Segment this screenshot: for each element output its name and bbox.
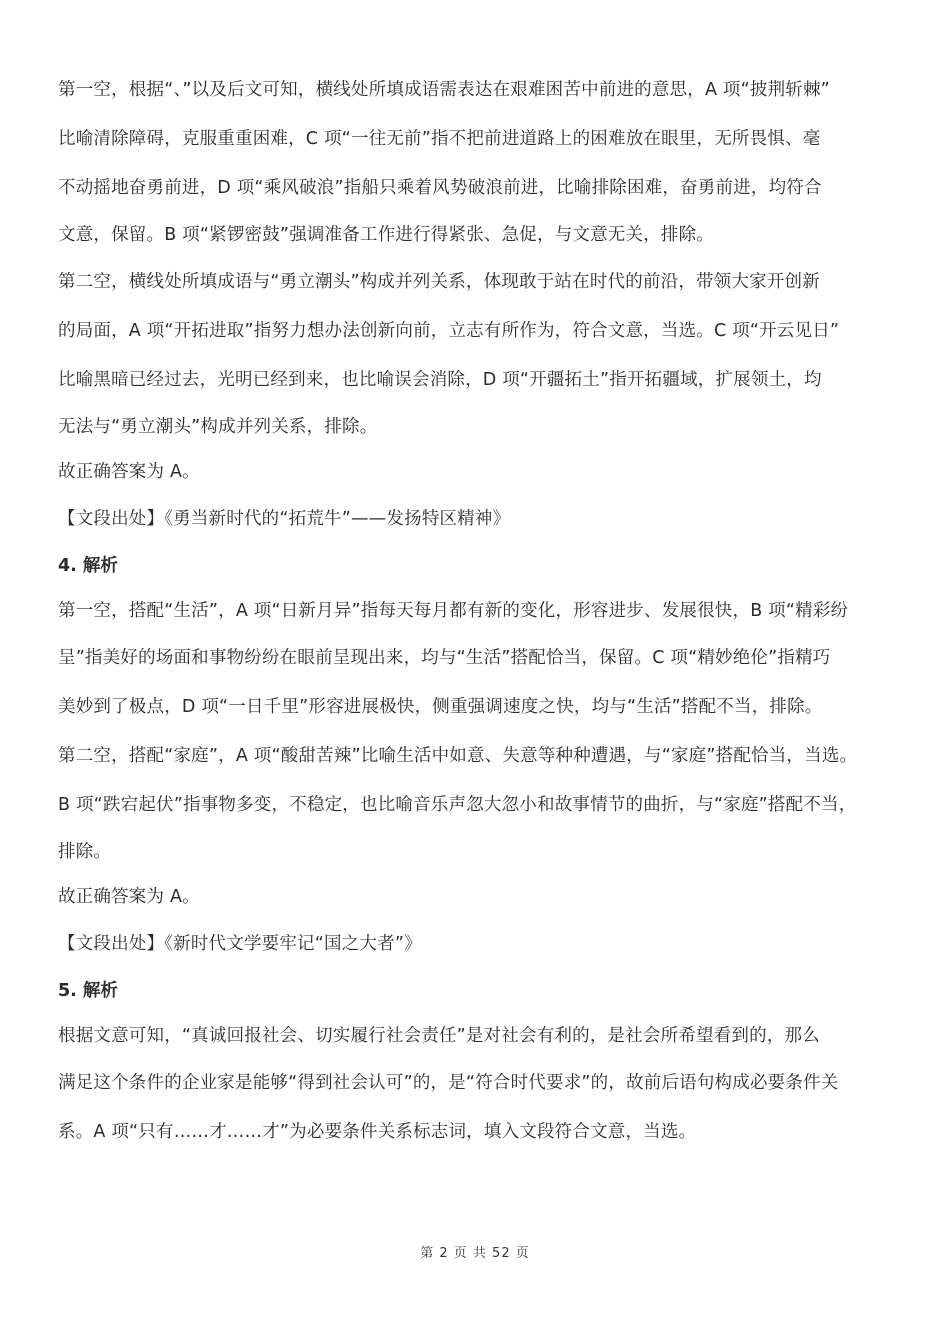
section-4-explanation [58, 544, 898, 969]
section-heading: 4. 解析 [58, 556, 118, 576]
paragraph-line: 第二空，搭配“家庭”，A 项“酸甜苦辣”比喻生活中如意、失意等种种遭遇，与“家庭”搭配恰当，当选。 [58, 746, 858, 766]
paragraph-line: 比喻清除障碍，克服重重困难，C 项“一往无前”指不把前进道路上的困难放在眼里，无所畏惧、毫 [58, 129, 821, 149]
source-citation: 【文段出处】《新时代文学要牢记“国之大者”》 [58, 934, 422, 954]
source-citation: 【文段出处】《勇当新时代的“拓荒牛”——发扬特区精神》 [58, 509, 511, 529]
paragraph-line: 排除。 [58, 842, 112, 862]
paragraph-line: 根据文意可知，“真诚回报社会、切实履行社会责任”是对社会有利的，是社会所希望看到的，那么 [58, 1026, 820, 1046]
section-heading: 5. 解析 [58, 981, 118, 1001]
paragraph-line: 比喻黑暗已经过去，光明已经到来，也比喻误会消除，D 项“开疆拓土”指开拓疆域，扩展领土，均 [58, 370, 822, 390]
paragraph-line: 第二空，横线处所填成语与“勇立潮头”构成并列关系，体现敢于站在时代的前沿，带领大家开创新 [58, 272, 820, 292]
paragraph-line: 系。A 项“只有……才……才”为必要条件关系标志词，填入文段符合文意，当选。 [58, 1122, 697, 1142]
paragraph-line: 美妙到了极点，D 项“一日千里”形容进展极快，侧重强调速度之快，均与“生活”搭配不当，排除。 [58, 697, 823, 717]
paragraph-line: 文意，保留。B 项“紧锣密鼓”强调准备工作进行得紧张、急促，与文意无关，排除。 [58, 225, 714, 245]
paragraph-line: 呈”指美好的场面和事物纷纷在眼前呈现出来，均与“生活”搭配恰当，保留。C 项“精妙绝伦”指精巧 [58, 648, 831, 668]
paragraph-line: 不动摇地奋勇前进，D 项“乘风破浪”指船只乘着风势破浪前进，比喻排除困难，奋勇前进，均符合 [58, 178, 822, 198]
document-page [58, 66, 898, 1157]
page-number-footer: 第 2 页 共 52 页 [420, 1246, 530, 1261]
paragraph-line: 满足这个条件的企业家是能够“得到社会认可”的，是“符合时代要求”的，故前后语句构成必要条件关 [58, 1073, 839, 1093]
paragraph-line: 第一空，搭配“生活”，A 项“日新月异”指每天每月都有新的变化，形容进步、发展很快，B 项“精彩纷 [58, 601, 849, 621]
section-3-explanation [58, 66, 898, 544]
paragraph-line: 第一空，根据“、”以及后文可知，横线处所填成语需表达在艰难困苦中前进的意思，A 项“披荆斩棘” [58, 80, 830, 100]
paragraph-line: 的局面，A 项“开拓进取”指努力想办法创新向前，立志有所作为，符合文意，当选。C 项“开云见日” [58, 321, 840, 341]
answer-line: 故正确答案为 A。 [58, 887, 200, 907]
answer-line: 故正确答案为 A。 [58, 462, 200, 482]
paragraph-line: 无法与“勇立潮头”构成并列关系，排除。 [58, 417, 378, 437]
paragraph-line: B 项“跌宕起伏”指事物多变，不稳定，也比喻音乐声忽大忽小和故事情节的曲折，与“家庭”搭配不当， [58, 795, 857, 815]
section-5-explanation [58, 969, 898, 1157]
